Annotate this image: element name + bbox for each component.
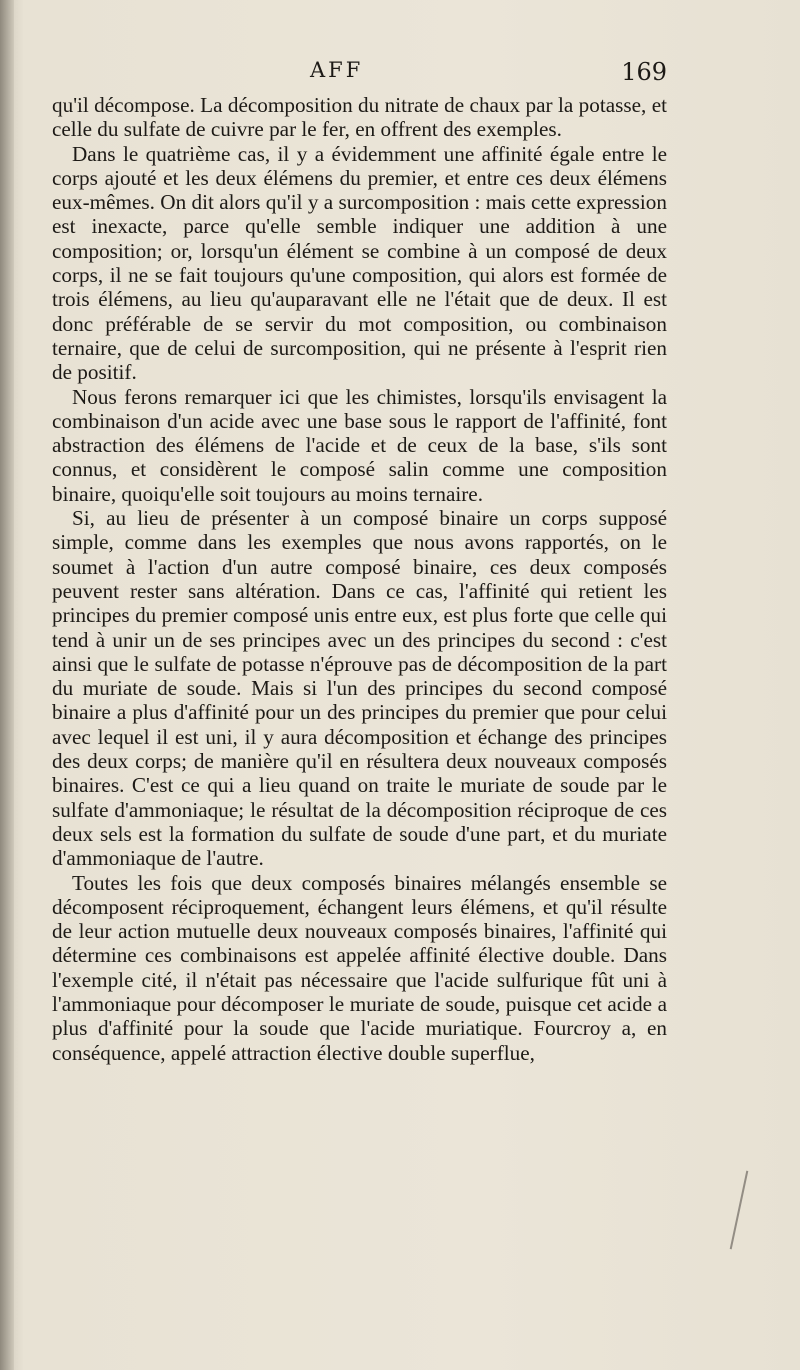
body-text xyxy=(52,93,667,1065)
paragraph-3: Nous ferons remarquer ici que les chimistes, lorsqu'ils envisagent la combinaison d'un acide avec une base sous le rapport de l'affinité, font abstraction des élémens de l'acide et de ceux de la base, s'ils sont connus, et considèrent le composé salin comme une composition binaire, quoiqu'elle soit toujours au moins ternaire. xyxy=(52,384,667,506)
paragraph-5: Toutes les fois que deux composés binaires mélangés ensemble se décomposent réciproquement, échangent leurs élémens, et qu'il résulte de leur action mutuelle deux nouveaux composés binaires, l'affinité qui détermine ces combinaisons est appelée affinité élective double. Dans l'exemple cité, il n'était pas nécessaire que l'acide sulfurique fût uni à l'ammoniaque pour décomposer le muriate de soude, puisque cet acide a plus d'affinité pour la soude que l'acide muriatique. Fourcroy a, en conséquence, appelé attraction élective double superflue, xyxy=(52,870,667,1065)
page-binding-edge xyxy=(0,0,14,1370)
margin-pen-stroke xyxy=(730,1171,749,1250)
page-header xyxy=(52,58,667,94)
paragraph-2: Dans le quatrième cas, il y a évidemment une affinité égale entre le corps ajouté et les deux élémens du premier, et entre ces deux élémens eux-mêmes. On dit alors qu'il y a surcomposition : mais cette expression est inexacte, parce qu'elle semble indiquer une addition à une composition; or, lorsqu'un élément se combine à un composé de deux corps, il ne se fait toujours qu'une composition, qui alors est formée de trois élémens, au lieu qu'auparavant elle ne l'était que de deux. Il est donc préférable de se servir du mot composition, ou combinaison ternaire, que de celui de surcomposition, qui ne présente à l'esprit rien de positif. xyxy=(52,141,667,385)
page-number: 169 xyxy=(621,58,667,86)
paragraph-1: qu'il décompose. La décomposition du nitrate de chaux par la potasse, et celle du sulfate de cuivre par le fer, en offrent des exemples. xyxy=(52,93,667,142)
running-head: AFF xyxy=(310,58,364,82)
paragraph-4: Si, au lieu de présenter à un composé binaire un corps supposé simple, comme dans les exemples que nous avons rapportés, on le soumet à l'action d'un autre composé binaire, ces deux composés peuvent rester sans altération. Dans ce cas, l'affinité qui retient les principes du premier composé unis entre eux, est plus forte que celle qui tend à unir un de ses principes avec un des principes du second : c'est ainsi que le sulfate de potasse n'éprouve pas de décomposition de la part du muriate de soude. Mais si l'un des principes du second composé binaire a plus d'affinité pour un des principes du premier que pour celui avec lequel il est uni, il y aura décomposition et échange des principes des deux corps; de manière qu'il en résultera deux nouveaux composés binaires. C'est ce qui a lieu quand on traite le muriate de soude par le sulfate d'ammoniaque; le résultat de la décomposition réciproque de ces deux sels est la formation du sulfate de soude d'une part, et du muriate d'ammoniaque de l'autre. xyxy=(52,506,667,871)
